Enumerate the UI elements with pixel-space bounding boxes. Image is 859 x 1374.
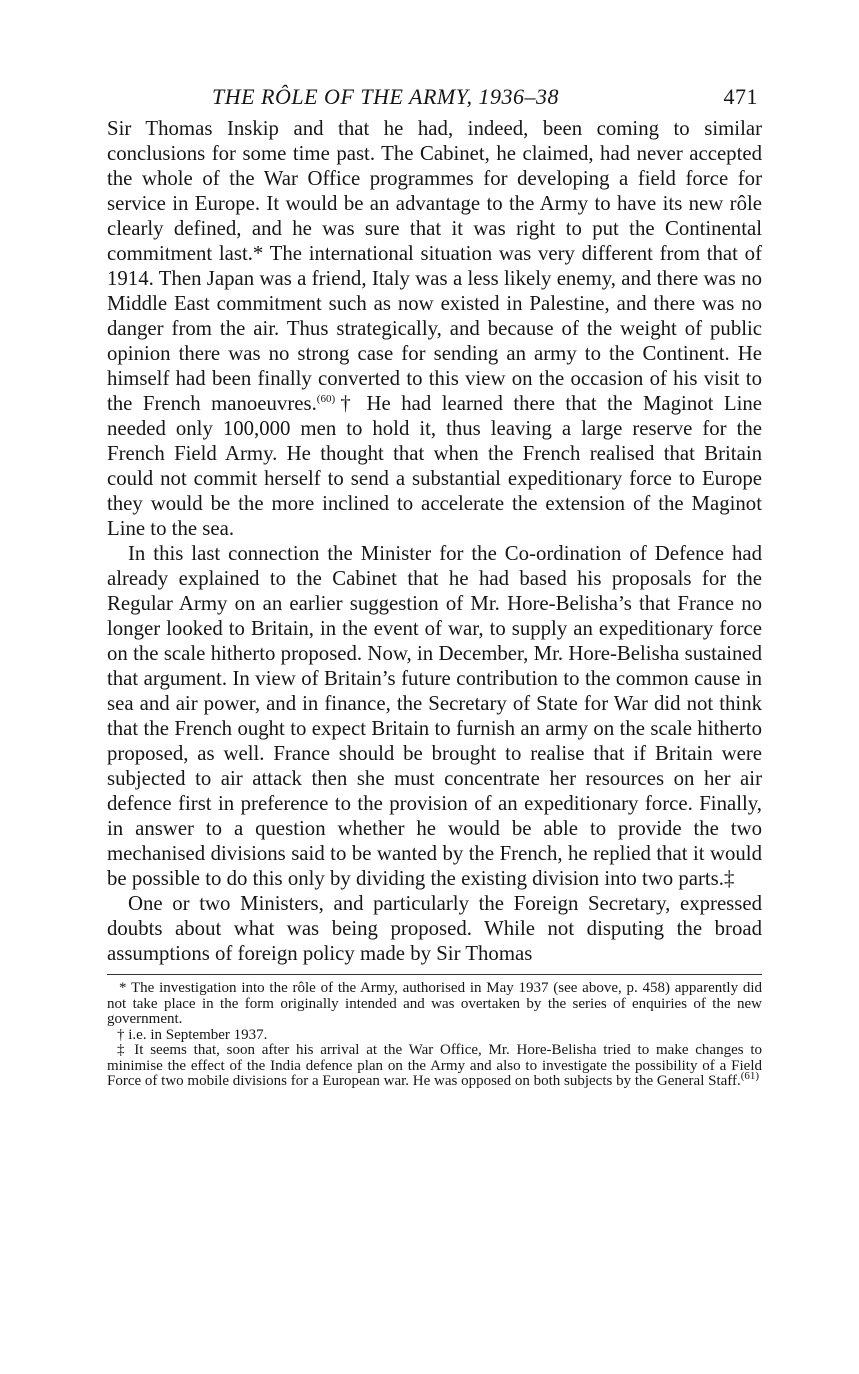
running-title: THE RÔLE OF THE ARMY, 1936–38 [212, 84, 559, 109]
paragraph-1 [107, 116, 762, 541]
reference-60: (60) [316, 393, 336, 406]
reference-61: (61) [740, 1070, 760, 1082]
footnote-divider [107, 974, 762, 975]
paragraph-1-text-b: † He had learned there that the Maginot Line needed only 100,000 men to hold it, thus leaving a large reserve for the French Field Army. He thought that when the French realised that Britain could not commit herself to send a substantial expeditionary force to Europe they would be the more inclined to accelerate the extension of the Maginot Line to the sea. [107, 392, 762, 540]
page-header [107, 84, 762, 116]
footnotes [107, 981, 762, 1090]
footnote-3 [107, 1043, 762, 1090]
page-number: 471 [723, 84, 758, 109]
book-page [107, 84, 762, 1090]
footnote-1: * The investigation into the rôle of the Army, authorised in May 1937 (see above, p. 458) apparently did not take place in the form originally intended and was overtaken by the series of enquiries of the new government. [107, 980, 762, 1027]
paragraph-2: In this last connection the Minister for the Co-ordination of Defence had already explained to the Cabinet that he had based his proposals for the Regular Army on an earlier suggestion of Mr. Hore-Belisha’s that France no longer looked to Britain, in the event of war, to supply an expeditionary force on the scale hitherto proposed. Now, in December, Mr. Hore-Belisha sustained that argument. In view of Britain’s future contribution to the common cause in sea and air power, and in finance, the Secretary of State for War did not think that the French ought to expect Britain to furnish an army on the scale hitherto proposed, as well. France should be brought to realise that if Britain were subjected to air attack then she must concentrate her resources on her air defence first in preference to the provision of an expeditionary force. Finally, in answer to a question whether he would be able to provide the two mechanised divisions said to be wanted by the French, he replied that it would be possible to do this only by dividing the existing division into two parts.‡ [107, 542, 762, 890]
footnote-3-text: ‡ It seems that, soon after his arrival at the War Office, Mr. Hore-Belisha tried to make changes to minimise the effect of the India defence plan on the Army and also to investigate the possibility of a Field Force of two mobile divisions for a European war. He was opposed on both subjects by the General Staff. [107, 1042, 762, 1089]
paragraph-1-text-a: Sir Thomas Inskip and that he had, indeed, been coming to similar conclusions for some time past. The Cabinet, he claimed, had never accepted the whole of the War Office programmes for developing a field force for service in Europe. It would be an advantage to the Army to have its new rôle clearly defined, and he was sure that it was right to put the Continental commitment last.* The international situation was very different from that of 1914. Then Japan was a friend, Italy was a less likely enemy, and there was no Middle East commitment such as now existed in Palestine, and there was no danger from the air. Thus strategically, and because of the weight of public opinion there was no strong case for sending an army to the Continent. He himself had been finally converted to this view on the occasion of his visit to the French manoeuvres. [107, 117, 762, 415]
paragraph-3: One or two Ministers, and particularly the Foreign Secretary, expressed doubts about what was being proposed. While not disputing the broad assumptions of foreign policy made by Sir Thomas [107, 892, 762, 965]
body-text [107, 116, 762, 966]
footnote-2: † i.e. in September 1937. [117, 1026, 268, 1043]
